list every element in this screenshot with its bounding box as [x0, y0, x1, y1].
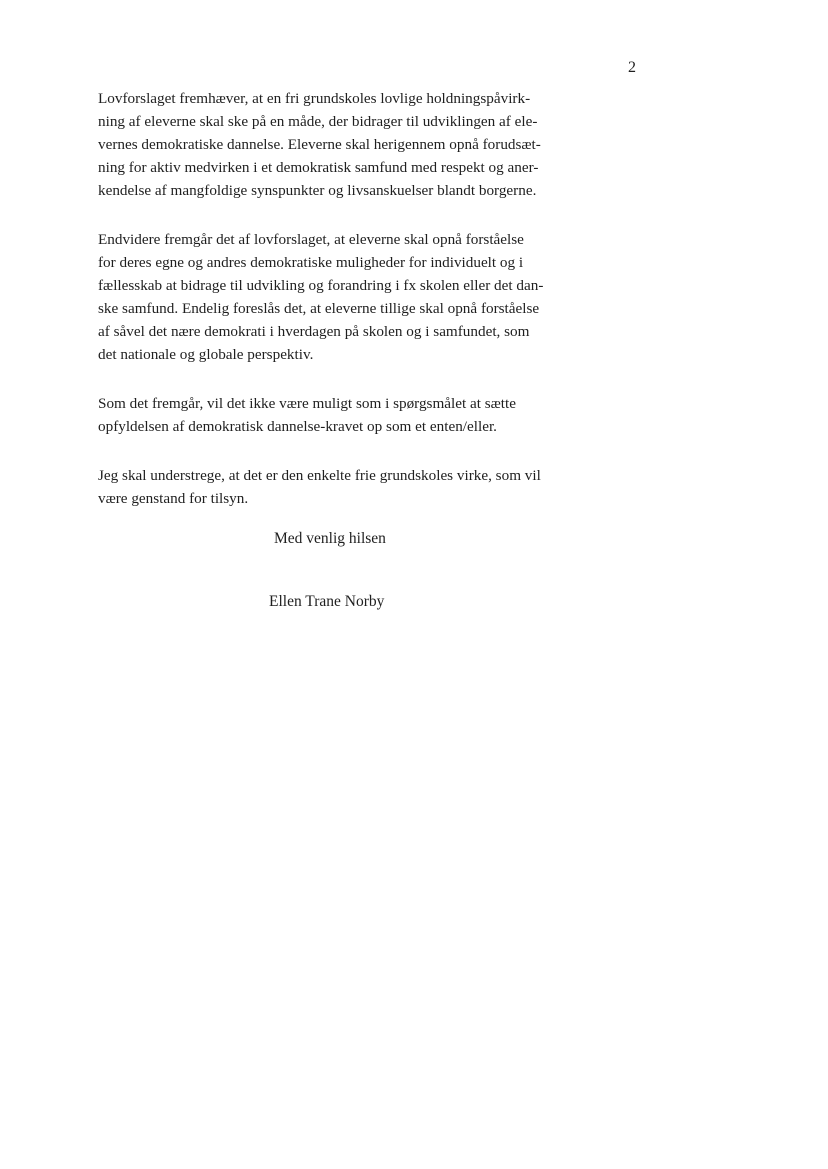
- text-line: ske samfund. Endelig foreslås det, at eleverne tillige skal opnå forståelse: [98, 300, 540, 317]
- text-line: fællesskab at bidrage til udvikling og forandring i fx skolen eller det dan-: [98, 277, 544, 294]
- text-line: ning af eleverne skal ske på en måde, der bidrager til udviklingen af ele-: [98, 113, 538, 130]
- text-line: ning for aktiv medvirken i et demokratisk samfund med respekt og aner-: [98, 159, 539, 176]
- text-line: Jeg skal understrege, at det er den enkelte frie grundskoles virke, som vil: [98, 467, 541, 484]
- paragraph-1: [98, 87, 598, 202]
- letter-body: [98, 87, 598, 536]
- page-number: 2: [628, 59, 636, 76]
- paragraph-2: [98, 228, 598, 366]
- text-line: Lovforslaget fremhæver, at en fri grundskoles lovlige holdningspåvirk-: [98, 90, 531, 107]
- text-line: vernes demokratiske dannelse. Eleverne skal herigennem opnå forudsæt-: [98, 136, 541, 153]
- text-line: Som det fremgår, vil det ikke være muligt som i spørgsmålet at sætte: [98, 395, 516, 412]
- text-line: Endvidere fremgår det af lovforslaget, at eleverne skal opnå forståelse: [98, 231, 524, 248]
- text-line: kendelse af mangfoldige synspunkter og livsanskuelser blandt borgerne.: [98, 182, 537, 199]
- text-line: opfyldelsen af demokratisk dannelse-kravet op som et enten/eller.: [98, 418, 497, 435]
- text-line: af såvel det nære demokrati i hverdagen på skolen og i samfundet, som: [98, 323, 530, 340]
- signatory-name: Ellen Trane Norby: [269, 593, 385, 610]
- closing-salutation: Med venlig hilsen: [274, 530, 386, 547]
- text-line: det nationale og globale perspektiv.: [98, 346, 314, 363]
- text-line: for deres egne og andres demokratiske muligheder for individuelt og i: [98, 254, 524, 271]
- paragraph-4: [98, 464, 598, 510]
- paragraph-3: [98, 392, 598, 438]
- text-line: være genstand for tilsyn.: [98, 490, 249, 507]
